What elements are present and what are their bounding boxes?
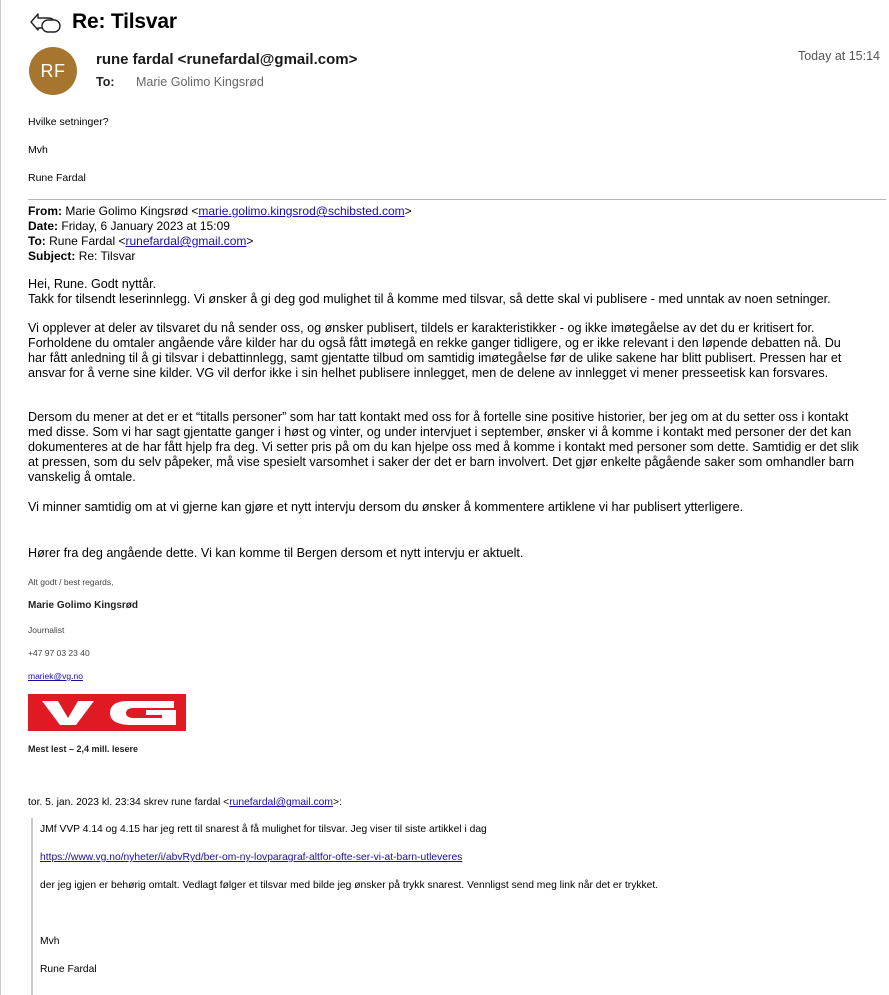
reply-line-2: Mvh — [28, 144, 48, 156]
quoted-to — [28, 234, 253, 249]
window-edge — [0, 0, 1, 995]
quote-separator — [28, 199, 886, 200]
earlier-line-2: der jeg igjen er behørig omtalt. Vedlagt følger et tilsvar med bilde jeg ønsker på trykk snarest. Vennligst send meg link når det er trykket. — [40, 880, 659, 891]
paragraph-3-line-5: vanskelig å omtale. — [28, 470, 136, 484]
earlier-intro-close: >: — [332, 797, 342, 808]
thread-bubbles-icon[interactable] — [28, 10, 64, 34]
earlier-mvh: Mvh — [40, 936, 60, 947]
quoted-from — [28, 204, 412, 219]
avatar — [29, 47, 77, 95]
paragraph-4: Vi minner samtidig om at vi gjerne kan gjøre et nytt intervju dersom du ønsker å kommentere artiklene vi har publisert ytterligere. — [28, 500, 744, 514]
reply-line-3: Rune Fardal — [28, 172, 86, 184]
reply-line-1: Hvilke setninger? — [28, 116, 109, 128]
to-label: To: — [96, 75, 115, 89]
to-email-link[interactable]: runefardal@gmail.com — [125, 234, 247, 248]
earlier-name: Rune Fardal — [40, 964, 97, 975]
vg-logo — [28, 694, 186, 731]
signature-phone: +47 97 03 23 40 — [28, 648, 90, 658]
signature-email-link[interactable]: mariek@vg.no — [28, 671, 83, 681]
subject-label: Subject: — [28, 249, 76, 263]
date-label: Date: — [28, 219, 59, 233]
subject-bar — [28, 8, 177, 36]
recipient-name[interactable]: Marie Golimo Kingsrød — [136, 75, 264, 89]
signature-title: Journalist — [28, 625, 65, 635]
paragraph-5: Hører fra deg angående dette. Vi kan komme til Bergen dersom et nytt intervju er aktuelt. — [28, 546, 524, 560]
to-label-quoted: To: — [28, 234, 46, 248]
signature-name: Marie Golimo Kingsrød — [28, 600, 139, 611]
paragraph-3-line-4: at pressen, som du selv påpeker, må vise spesielt varsomhet i saker der det er barn involvert. Det gjør enkelte pågående saker som omhandler barn — [28, 455, 855, 469]
from-close: > — [404, 204, 412, 218]
message-subject: Re: Tilsvar — [72, 10, 177, 33]
earlier-intro-email-link[interactable]: runefardal@gmail.com — [229, 797, 333, 808]
date-value: Friday, 6 January 2023 at 15:09 — [61, 219, 230, 233]
paragraph-3-line-2: med disse. Som vi har sagt gjentatte ganger i høst og vinter, og under intervjuet i september, ønsker vi å komme i kontakt med personer der det kan — [28, 425, 852, 439]
from-email-link[interactable]: marie.golimo.kingsrod@schibsted.com — [198, 204, 405, 218]
quote-bar — [31, 818, 33, 995]
earlier-intro-text: tor. 5. jan. 2023 kl. 23:34 skrev rune fardal < — [28, 797, 230, 808]
recipient-row — [96, 75, 264, 89]
to-close: > — [246, 234, 254, 248]
from-name: Marie Golimo Kingsrød < — [65, 204, 199, 218]
paragraph-2-line-3: har fått anledning til å gi tilsvar i debattinnlegg, samt gjentatte tilbud om samtidig imøtegåelse før de ulike sakene har blitt publisert. Pressen har et — [28, 351, 842, 365]
paragraph-2-line-2: Forholdene du omtaler angående våre kilder har du også fått imøtegå en rekke ganger tidligere, og er ikke relevant i den løpende debatten nå. Du — [28, 336, 841, 350]
paragraph-3-line-3: dokumenteres at de har fått hjelp fra deg. Vi setter pris på om du kan hjelpe oss med å komme i kontakt med personer som dette. Samtidig er det slik — [28, 440, 859, 454]
paragraph-2-line-1: Vi opplever at deler av tilsvaret du nå sender oss, og ønsker publisert, tildels er karakteristikker - og ikke imøtegåelse av det du er kritisert for. — [28, 321, 815, 335]
earlier-line-1: JMf VVP 4.14 og 4.15 har jeg rett til snarest å få mulighet for tilsvar. Jeg viser til siste artikkel i dag — [40, 824, 487, 835]
earlier-intro — [28, 797, 342, 808]
paragraph-1: Takk for tilsendt leserinnlegg. Vi ønsker å gi deg god mulighet til å komme med tilsvar, så dette skal vi publisere - med unntak av noen setninger. — [28, 292, 831, 306]
signature-tagline: Mest lest – 2,4 mill. lesere — [28, 744, 139, 754]
message-date: Today at 15:14 — [797, 49, 880, 63]
sender-name[interactable]: rune fardal <runefardal@gmail.com> — [96, 51, 358, 68]
avatar-initials: RF — [40, 60, 66, 81]
article-link[interactable]: https://www.vg.no/nyheter/i/abvRyd/ber-om-ny-lovparagraf-altfor-ofte-ser-vi-at-barn-utleveres — [40, 852, 463, 863]
quoted-date — [28, 219, 230, 234]
greeting: Hei, Rune. Godt nyttår. — [28, 277, 157, 291]
to-name-quoted: Rune Fardal < — [49, 234, 126, 248]
from-label: From: — [28, 204, 62, 218]
signature-regards: Alt godt / best regards, — [28, 577, 114, 587]
subject-value: Re: Tilsvar — [78, 249, 136, 263]
paragraph-2-line-4: ansvar for å verne sine kilder. VG vil derfor ikke i sin helhet publisere innlegget, men de delene av innlegget vi mener presseetisk kan forsvares. — [28, 366, 829, 380]
quoted-subject — [28, 249, 135, 264]
paragraph-3-line-1: Dersom du mener at det er et “titalls personer” som har tatt kontakt med oss for å fortelle sine positive historier, ber jeg om at du setter oss i kontakt — [28, 410, 849, 424]
